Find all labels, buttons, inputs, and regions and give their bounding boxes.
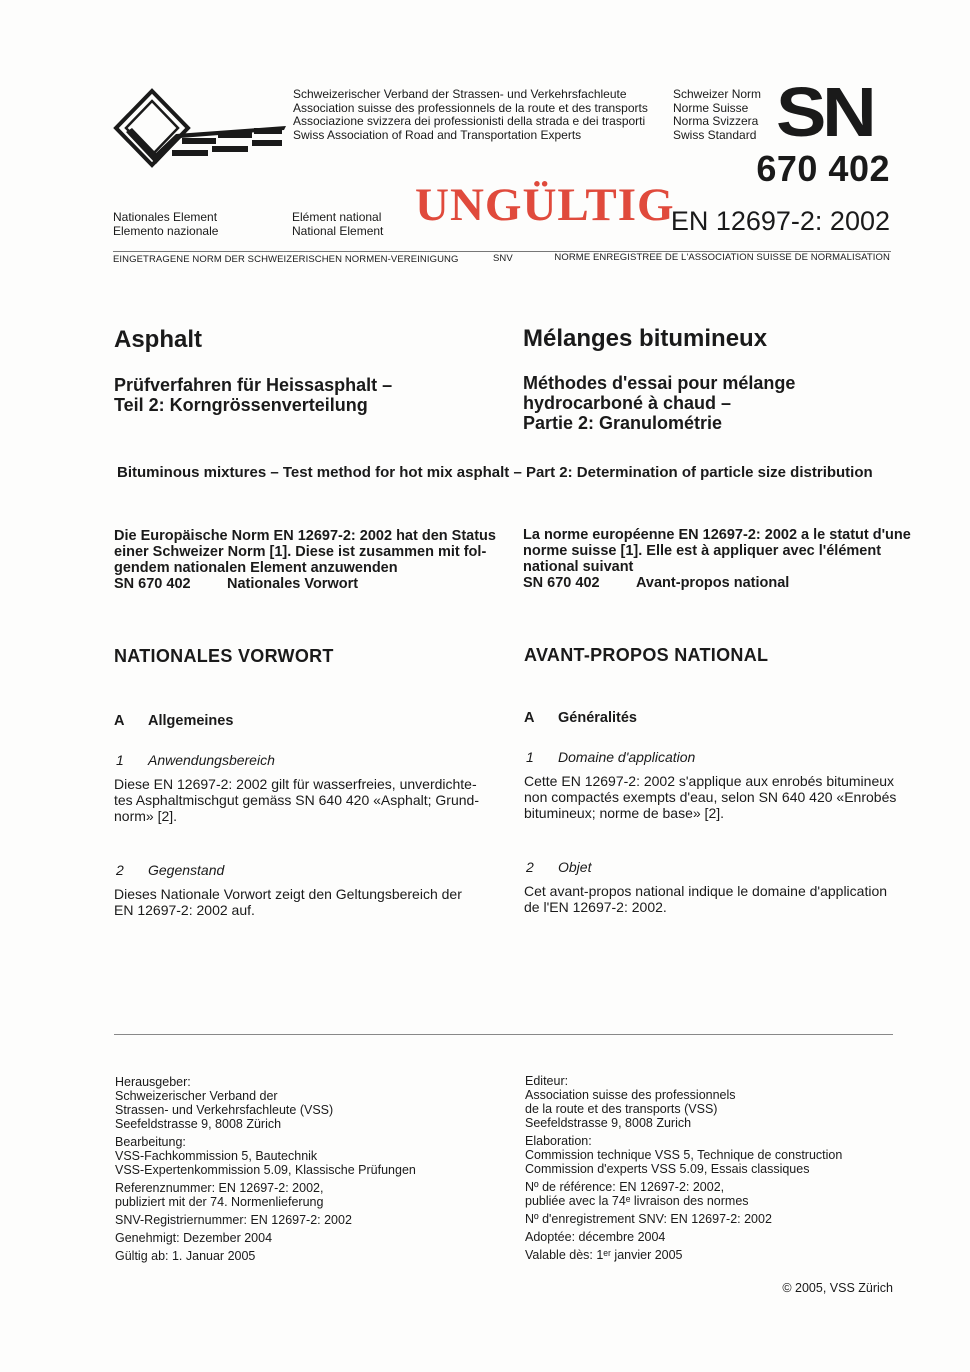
section-2-title-fr: Objet (558, 859, 592, 875)
association-line: Schweizerischer Verband der Strassen- und Verkehrsfachleute (293, 87, 627, 101)
imprint-line: Nº d'enregistrement SNV: EN 12697-2: 2002 (525, 1212, 772, 1226)
status-ref-number: SN 670 402 (114, 576, 191, 592)
association-names (293, 88, 648, 142)
en-number: EN 12697-2: 2002 (670, 206, 890, 236)
text-line: Dieses Nationale Vorwort zeigt den Geltungsbereich der (114, 886, 462, 902)
text-line: Cette EN 12697-2: 2002 s'applique aux enrobés bitumineux (524, 773, 895, 789)
heading-fr: AVANT-PROPOS NATIONAL (524, 645, 769, 665)
invalid-stamp: UNGÜLTIG (415, 179, 675, 231)
text-line: tes Asphaltmischgut gemäss SN 640 420 «Asphalt; Grund- (114, 792, 479, 808)
imprint-line: publiziert mit der 74. Normenlieferung (115, 1195, 324, 1209)
national-element-line: Nationales Element (113, 210, 218, 224)
imprint-group (525, 1074, 842, 1130)
section-a-letter-fr: A (524, 710, 535, 726)
section-2-text-fr (524, 883, 887, 915)
subtitle-line: Teil 2: Korngrössenverteilung (114, 395, 368, 415)
sn-logo: SN (776, 73, 873, 151)
imprint-line: Association suisse des professionnels (525, 1088, 736, 1102)
norm-type-line: Swiss Standard (673, 127, 757, 142)
imprint-line: de la route et des transports (VSS) (525, 1102, 718, 1116)
status-ref-label: Avant-propos national (636, 575, 790, 591)
imprint-line: Referenznummer: EN 12697-2: 2002, (115, 1181, 324, 1195)
section-a-title-fr: Généralités (558, 710, 637, 726)
national-element-de-it (113, 211, 218, 238)
imprint-de (115, 1075, 416, 1267)
section-a-title-de: Allgemeines (148, 713, 234, 729)
imprint-group (525, 1180, 842, 1208)
copyright: © 2005, VSS Zürich (782, 1281, 893, 1295)
section-1-text-de (114, 776, 479, 824)
imprint-line: Bearbeitung: (115, 1135, 186, 1149)
association-line: Associazione svizzera dei professionisti della strada e dei trasporti (293, 114, 646, 128)
registered-de: EINGETRAGENE NORM DER SCHWEIZERISCHEN NORMEN-VEREINIGUNG (113, 254, 459, 265)
section-1-title-de: Anwendungsbereich (148, 752, 275, 768)
status-line: national suivant (523, 559, 634, 575)
text-line: Diese EN 12697-2: 2002 gilt für wasserfreies, unverdichte- (114, 776, 477, 792)
section-1-num-fr: 1 (526, 749, 534, 765)
association-line: Association suisse des professionnels de la route et des transports (293, 100, 648, 115)
imprint-group (525, 1248, 842, 1262)
title-de: Asphalt (114, 326, 203, 353)
imprint-line: Herausgeber: (115, 1075, 191, 1089)
heading-de: NATIONALES VORWORT (114, 646, 334, 666)
text-line: Cet avant-propos national indique le domaine d'application (524, 883, 888, 899)
norm-type-line: Norme Suisse (673, 100, 749, 115)
section-1-title-fr: Domaine d'application (558, 749, 696, 765)
footer-rule (114, 1034, 893, 1035)
text-line: norm» [2]. (114, 808, 178, 824)
imprint-line: Commission d'experts VSS 5.09, Essais classiques (525, 1162, 810, 1176)
norm-type-lines (673, 88, 761, 142)
text-line: de l'EN 12697-2: 2002. (524, 899, 667, 915)
imprint-group (115, 1135, 416, 1177)
imprint-fr (525, 1074, 842, 1266)
status-ref (114, 576, 486, 592)
status-line: norme suisse [1]. Elle est à appliquer avec l'élément (523, 543, 882, 559)
section-1-text-fr (524, 773, 896, 821)
section-a-letter-de: A (114, 713, 125, 729)
subtitle-de (114, 375, 392, 415)
imprint-line: SNV-Registriernummer: EN 12697-2: 2002 (115, 1213, 352, 1227)
section-2-num-de: 2 (116, 862, 124, 878)
imprint-group (115, 1249, 416, 1263)
title-fr: Mélanges bitumineux (523, 325, 768, 352)
subtitle-fr (523, 373, 795, 433)
text-line: bitumineux; norme de base» [2]. (524, 805, 725, 821)
section-2-text-de (114, 886, 462, 918)
text-line: non compactés exempts d'eau, selon SN 640 420 «Enrobés (524, 789, 897, 805)
imprint-group (525, 1212, 842, 1226)
imprint-line: Schweizerischer Verband der (115, 1089, 278, 1103)
status-fr (523, 527, 911, 591)
text-line: EN 12697-2: 2002 auf. (114, 902, 255, 918)
norm-type-line: Norma Svizzera (673, 114, 759, 128)
imprint-group (115, 1213, 416, 1227)
status-ref (523, 575, 893, 591)
snv-label: SNV (493, 253, 513, 264)
norm-number: 670 402 (756, 148, 890, 189)
registered-fr: NORME ENREGISTREE DE L'ASSOCIATION SUISSE DE NORMALISATION (554, 252, 890, 263)
status-line: gendem nationalen Element anzuwenden (114, 560, 398, 576)
imprint-line: VSS-Fachkommission 5, Bautechnik (115, 1149, 318, 1163)
imprint-line: Gültig ab: 1. Januar 2005 (115, 1249, 256, 1263)
status-ref-number: SN 670 402 (523, 575, 600, 591)
imprint-line: Commission technique VSS 5, Technique de construction (525, 1148, 843, 1162)
status-line: La norme européenne EN 12697-2: 2002 a le statut d'une (523, 527, 911, 543)
imprint-group (115, 1231, 416, 1245)
imprint-group (115, 1075, 416, 1131)
status-ref-label: Nationales Vorwort (227, 576, 359, 592)
imprint-line: Editeur: (525, 1074, 569, 1088)
status-de (114, 528, 496, 592)
subtitle-line: Prüfverfahren für Heissasphalt – (114, 375, 393, 395)
title-en: Bituminous mixtures – Test method for hot mix asphalt – Part 2: Determination of particle size distribution (117, 464, 873, 481)
imprint-group (525, 1230, 842, 1244)
national-element-line: National Element (292, 223, 384, 238)
subtitle-line: hydrocarboné à chaud – (523, 393, 732, 413)
section-2-title-de: Gegenstand (148, 862, 225, 878)
national-element-line: Elément national (292, 210, 382, 224)
imprint-line: Strassen- und Verkehrsfachleute (VSS) (115, 1103, 334, 1117)
national-element-fr-en (292, 211, 383, 238)
imprint-line: publiée avec la 74ᵉ livraison des normes (525, 1194, 749, 1208)
imprint-line: Valable dès: 1ᵉʳ janvier 2005 (525, 1248, 683, 1262)
imprint-line: Elaboration: (525, 1134, 592, 1148)
association-line: Swiss Association of Road and Transportation Experts (293, 127, 582, 142)
imprint-line: Nº de référence: EN 12697-2: 2002, (525, 1180, 725, 1194)
imprint-line: Seefeldstrasse 9, 8008 Zürich (115, 1117, 282, 1131)
status-line: Die Europäische Norm EN 12697-2: 2002 hat den Status (114, 528, 496, 544)
norm-type-line: Schweizer Norm (673, 87, 762, 101)
imprint-line: Adoptée: décembre 2004 (525, 1230, 666, 1244)
national-element-line: Elemento nazionale (113, 223, 219, 238)
subtitle-line: Méthodes d'essai pour mélange (523, 373, 796, 393)
vss-logo (112, 88, 288, 168)
section-1-num-de: 1 (116, 752, 124, 768)
section-2-num-fr: 2 (526, 859, 534, 875)
imprint-group (115, 1181, 416, 1209)
imprint-line: Genehmigt: Dezember 2004 (115, 1231, 273, 1245)
imprint-line: Seefeldstrasse 9, 8008 Zurich (525, 1116, 692, 1130)
subtitle-line: Partie 2: Granulométrie (523, 413, 723, 433)
status-line: einer Schweizer Norm [1]. Diese ist zusammen mit fol- (114, 544, 487, 560)
imprint-line: VSS-Expertenkommission 5.09, Klassische Prüfungen (115, 1163, 416, 1177)
imprint-group (525, 1134, 842, 1176)
